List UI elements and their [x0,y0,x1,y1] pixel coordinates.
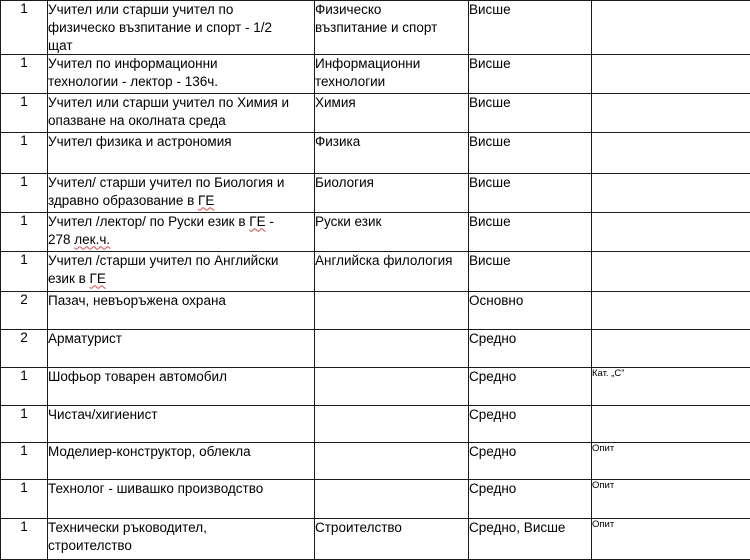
cell-position [48,252,315,292]
cell-education [469,406,592,443]
position-line: Учител по информационни [48,55,314,73]
cell-extra [592,368,750,406]
education-value: Висше [469,56,511,71]
cell-position [48,519,315,560]
count-value: 1 [20,1,28,16]
extra-value: Опит [592,519,614,530]
cell-count [1,519,48,560]
position-line: Пазач, невъоръжена охрана [48,292,314,310]
cell-count [1,443,48,480]
count-value: 1 [20,213,28,228]
cell-position [48,133,315,174]
cell-position [48,174,315,213]
count-value: 1 [20,55,28,70]
cell-education [469,133,592,174]
extra-value: Опит [592,480,614,491]
misspelled-word: ГЕ [90,271,106,286]
subject-line: Химия [315,94,468,112]
position-line: Моделиер-конструктор, облекла [48,443,314,461]
subject-line: Руски език [315,213,468,231]
table-row [1,55,750,94]
cell-extra [592,330,750,368]
cell-count [1,174,48,213]
cell-position [48,55,315,94]
cell-education [469,55,592,94]
education-value: Висше [469,214,511,229]
cell-extra [592,519,750,560]
cell-subject [315,174,469,213]
position-line: Учител физика и астрономия [48,133,314,151]
cell-education [469,94,592,133]
position-line: строителство [48,537,314,555]
cell-subject [315,406,469,443]
cell-subject [315,213,469,252]
cell-education [469,519,592,560]
education-value: Средно [469,444,516,459]
subject-line: Строителство [315,519,468,537]
cell-education [469,1,592,55]
count-value: 1 [20,443,28,458]
extra-value: Кат. „С” [592,368,624,379]
education-value: Средно [469,369,516,384]
cell-education [469,213,592,252]
position-line: Технически ръководител, [48,519,314,537]
subject-line: Английска филология [315,252,468,270]
count-value: 2 [20,292,28,307]
count-value: 1 [20,519,28,534]
cell-education [469,368,592,406]
position-line: технологии - лектор - 136ч. [48,73,314,91]
education-value: Висше [469,95,511,110]
cell-extra [592,55,750,94]
cell-count [1,1,48,55]
position-line: Учител или старши учител по Химия и [48,94,314,112]
cell-extra [592,480,750,519]
cell-position [48,443,315,480]
cell-position [48,480,315,519]
table-row [1,292,750,330]
cell-subject [315,368,469,406]
cell-subject [315,443,469,480]
table-row [1,174,750,213]
count-value: 1 [20,480,28,495]
cell-count [1,94,48,133]
table-row [1,368,750,406]
subject-line: възпитание и спорт [315,19,468,37]
cell-extra [592,94,750,133]
cell-position [48,292,315,330]
cell-extra [592,133,750,174]
cell-count [1,55,48,94]
subject-line: технологии [315,73,468,91]
cell-position [48,94,315,133]
position-line: щат [48,37,314,55]
position-line: физическо възпитание и спорт - 1/2 [48,19,314,37]
subject-line: Физическо [315,1,468,19]
cell-position [48,213,315,252]
subject-line: Информационни [315,55,468,73]
position-line: Учител /лектор/ по Руски език в ГЕ - [48,213,314,231]
cell-subject [315,292,469,330]
cell-subject [315,55,469,94]
cell-count [1,368,48,406]
education-value: Висше [469,2,511,17]
count-value: 2 [20,330,28,345]
cell-extra [592,292,750,330]
table-row [1,330,750,368]
cell-education [469,443,592,480]
education-value: Висше [469,253,511,268]
cell-subject [315,1,469,55]
subject-line: Физика [315,133,468,151]
vacancy-table-body [1,1,750,560]
cell-position [48,330,315,368]
cell-count [1,480,48,519]
position-line: език в ГЕ [48,270,314,288]
cell-subject [315,94,469,133]
education-value: Висше [469,134,511,149]
cell-subject [315,133,469,174]
cell-extra [592,213,750,252]
cell-count [1,406,48,443]
cell-education [469,292,592,330]
cell-extra [592,174,750,213]
count-value: 1 [20,133,28,148]
count-value: 1 [20,252,28,267]
table-row [1,406,750,443]
cell-subject [315,330,469,368]
cell-extra [592,252,750,292]
table-row [1,252,750,292]
position-line: Учител /старши учител по Английски [48,252,314,270]
misspelled-word: ГЕ [198,193,214,208]
education-value: Средно [469,331,516,346]
misspelled-word: ГЕ [249,214,265,229]
table-row [1,133,750,174]
cell-count [1,133,48,174]
cell-education [469,480,592,519]
cell-count [1,252,48,292]
education-value: Средно [469,481,516,496]
cell-subject [315,480,469,519]
position-line: Технолог - шивашко производство [48,480,314,498]
cell-education [469,252,592,292]
cell-position [48,1,315,55]
table-row [1,443,750,480]
position-line: Чистач/хигиенист [48,406,314,424]
table-row [1,94,750,133]
position-line: Арматурист [48,330,314,348]
cell-extra [592,443,750,480]
cell-count [1,213,48,252]
position-line: здравно образование в ГЕ [48,192,314,210]
cell-position [48,406,315,443]
cell-count [1,292,48,330]
position-line: 278 лек.ч. [48,231,314,249]
education-value: Средно, Висше [469,520,565,535]
cell-subject [315,519,469,560]
position-line: Шофьор товарен автомобил [48,368,314,386]
cell-count [1,330,48,368]
table-row [1,480,750,519]
cell-position [48,368,315,406]
count-value: 1 [20,94,28,109]
table-row [1,519,750,560]
education-value: Средно [469,407,516,422]
count-value: 1 [20,406,28,421]
position-line: опазване на околната среда [48,112,314,130]
count-value: 1 [20,368,28,383]
position-line: Учител/ старши учител по Биология и [48,174,314,192]
cell-subject [315,252,469,292]
position-line: Учител или старши учител по [48,1,314,19]
misspelled-word: лек.ч. [74,232,110,247]
cell-extra [592,1,750,55]
cell-education [469,174,592,213]
count-value: 1 [20,174,28,189]
subject-line: Биология [315,174,468,192]
table-row [1,1,750,55]
extra-value: Опит [592,443,614,454]
education-value: Висше [469,175,511,190]
cell-education [469,330,592,368]
cell-extra [592,406,750,443]
education-value: Основно [469,293,523,308]
table-row [1,213,750,252]
